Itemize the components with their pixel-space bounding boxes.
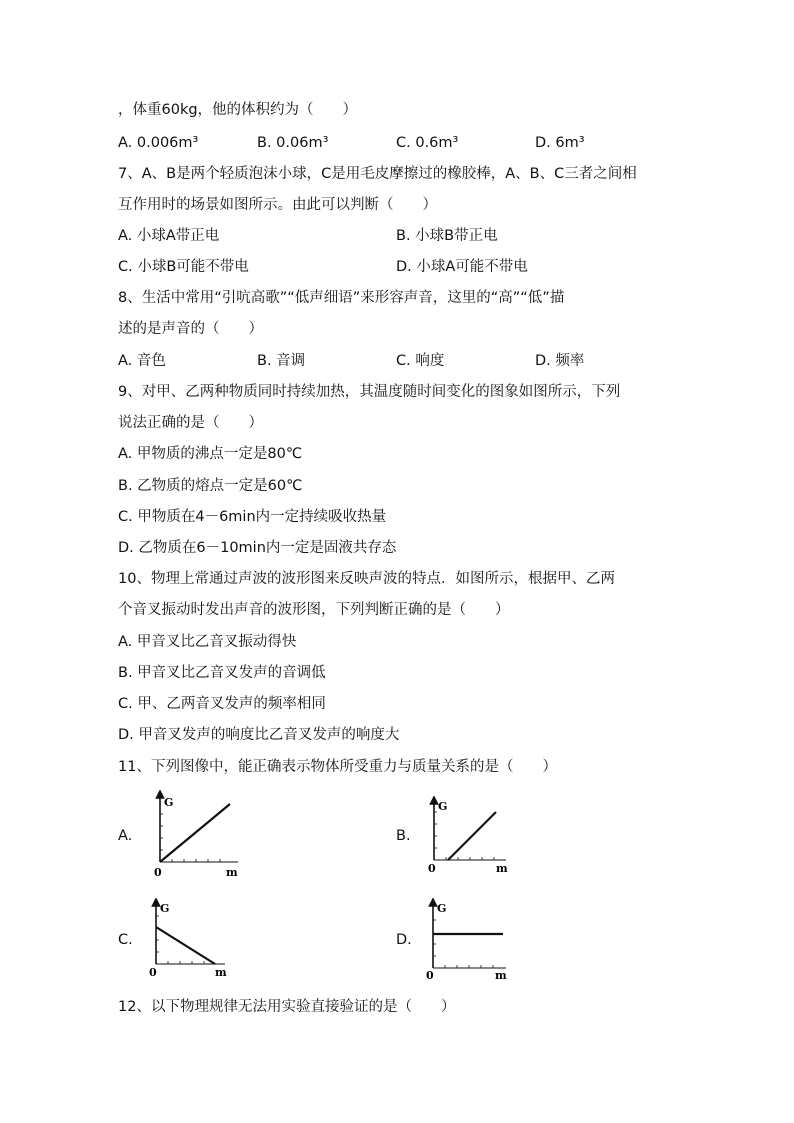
q11-b-axis-x-label: m: [496, 862, 508, 875]
q11-d-origin-label: 0: [426, 969, 434, 980]
q6-option-c: C. 0.6m³: [396, 135, 459, 151]
q6-option-d: D. 6m³: [535, 135, 585, 151]
q11-c-line: [156, 927, 215, 964]
q11-a-axis-x-label: m: [226, 866, 238, 879]
q6-option-a: A. 0.006m³: [118, 135, 199, 151]
q11-stem: 11、下列图像中，能正确表示物体所受重力与质量关系的是（ ）: [118, 759, 557, 775]
q7-option-d: D. 小球A可能不带电: [396, 259, 528, 275]
q11-c-axis-y-label: G: [160, 902, 170, 915]
q11-option-b-label: B.: [396, 828, 411, 844]
q11-graph-a: [148, 790, 243, 880]
q7-stem-line1: 7、A、B是两个轻质泡沫小球，C是用毛皮摩擦过的橡胶棒，A、B、C三者之间相: [118, 166, 637, 182]
q10-option-a: A. 甲音叉比乙音叉振动得快: [118, 634, 297, 650]
q6-option-b: B. 0.06m³: [257, 135, 329, 151]
q7-stem-line2: 互作用时的场景如图所示。由此可以判断（ ）: [118, 197, 437, 213]
q7-option-c: C. 小球B可能不带电: [118, 259, 249, 275]
q11-option-a-label: A.: [118, 828, 133, 844]
q8-option-d: D. 频率: [535, 353, 585, 369]
q9-option-c: C. 甲物质在4－6min内一定持续吸收热量: [118, 509, 387, 525]
q10-option-c: C. 甲、乙两音叉发声的频率相同: [118, 696, 326, 712]
q11-d-axis-x-label: m: [495, 969, 507, 980]
q11-graph-c: [145, 898, 235, 980]
q11-graph-b: [424, 796, 514, 878]
q12-stem: 12、以下物理规律无法用实验直接验证的是（ ）: [118, 999, 456, 1015]
q8-option-b: B. 音调: [257, 353, 306, 369]
q11-c-axis-x-label: m: [215, 966, 227, 979]
q9-option-d: D. 乙物质在6－10min内一定是固液共存态: [118, 540, 397, 556]
q11-b-line: [448, 812, 496, 860]
q10-stem-line2: 个音叉振动时发出声音的波形图，下列判断正确的是（ ）: [118, 602, 510, 618]
q9-stem-line1: 9、对甲、乙两种物质同时持续加热，其温度随时间变化的图象如图所示，下列: [118, 384, 621, 400]
q11-b-origin-label: 0: [428, 862, 436, 875]
q11-graph-d: [422, 898, 512, 980]
q8-stem-line2: 述的是声音的（ ）: [118, 321, 263, 337]
q11-d-axis-y-label: G: [437, 902, 447, 915]
q11-a-line: [160, 804, 230, 862]
q7-option-a: A. 小球A带正电: [118, 228, 220, 244]
q10-option-d: D. 甲音叉发声的响度比乙音叉发声的响度大: [118, 727, 400, 743]
q8-option-a: A. 音色: [118, 353, 166, 369]
q11-a-axis-y-label: G: [164, 796, 174, 809]
q7-option-b: B. 小球B带正电: [396, 228, 498, 244]
q11-c-origin-label: 0: [149, 966, 157, 979]
q11-a-origin-label: 0: [154, 866, 162, 879]
q8-stem-line1: 8、生活中常用“引吭高歌”“低声细语”来形容声音，这里的“高”“低”描: [118, 290, 565, 306]
q9-stem-line2: 说法正确的是（ ）: [118, 415, 263, 431]
q8-option-c: C. 响度: [396, 353, 445, 369]
q11-b-axis-y-label: G: [438, 800, 448, 813]
q10-stem-line1: 10、物理上常通过声波的波形图来反映声波的特点．如图所示，根据甲、乙两: [118, 571, 615, 587]
q10-option-b: B. 甲音叉比乙音叉发声的音调低: [118, 665, 326, 681]
q6-stem: ，体重60kg，他的体积约为（ ）: [118, 102, 358, 118]
q11-option-c-label: C.: [118, 932, 133, 948]
q9-option-a: A. 甲物质的沸点一定是80℃: [118, 446, 303, 462]
q11-option-d-label: D.: [396, 932, 412, 948]
q9-option-b: B. 乙物质的熔点一定是60℃: [118, 478, 303, 494]
